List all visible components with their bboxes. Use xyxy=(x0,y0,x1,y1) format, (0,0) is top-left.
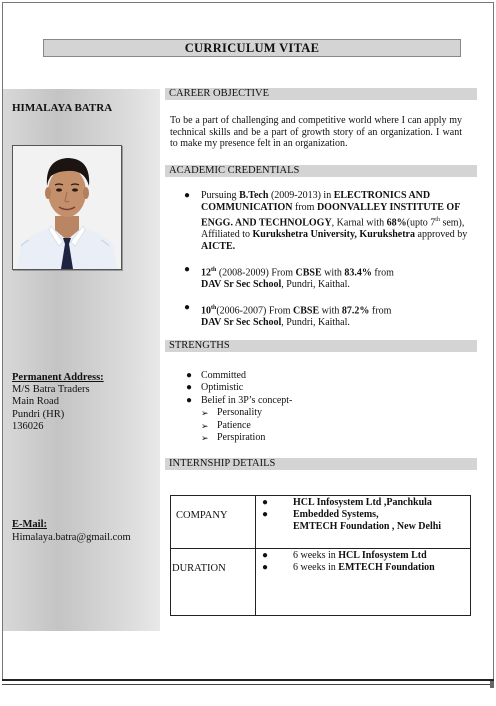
list-sub-item: ➢ Patience xyxy=(201,419,251,431)
academic-text: Pursuing B.Tech (2009-2013) in ELECTRONICS AND COMMUNICATION from DOONVALLEY INSTITUTE OF ENGG. AND TECHNOLOGY, Karnal with 68%(upto 7th sem), Affiliated to Kurukshetra University, Kurukshetra approved by AICTE. xyxy=(201,190,468,253)
bullet-icon: ● xyxy=(186,382,193,394)
bullet-icon: ● xyxy=(262,550,269,561)
bullet-icon: ● xyxy=(262,508,269,520)
section-academic: ACADEMIC CREDENTIALS xyxy=(165,165,477,177)
candidate-name: HIMALAYA BATRA xyxy=(12,102,113,114)
strengths-list xyxy=(186,370,292,444)
permanent-address xyxy=(12,372,104,433)
bullet-icon: ● xyxy=(184,264,191,275)
academic-text: 12th (2008-2009) From CBSE with 83.4% from DAV Sr Sec School, Pundri, Kaithal. xyxy=(201,267,394,291)
section-strengths: STRENGTHS xyxy=(165,340,477,352)
footer-rule xyxy=(2,679,494,681)
address-line: 136026 xyxy=(12,420,44,432)
list-sub-item: ➢ Perspiration xyxy=(201,432,266,444)
page-title: CURRICULUM VITAE xyxy=(43,39,461,57)
arrow-bullet-icon: ➢ xyxy=(201,408,209,419)
list-sub-item: ➢ Personality xyxy=(201,407,262,419)
company-list xyxy=(262,497,467,532)
section-internship: INTERNSHIP DETAILS xyxy=(165,458,477,470)
address-line: M/S Batra Traders xyxy=(12,384,90,396)
list-item: ● Committed xyxy=(186,370,246,381)
internship-table xyxy=(170,495,471,616)
duration-list xyxy=(262,550,467,574)
email-address[interactable]: Himalaya.batra@gmail.com xyxy=(12,532,131,543)
objective-text: To be a part of challenging and competitive world where I can apply my technical skills and be a part of growth story of an organization. I want to make my presence felt in an organization. xyxy=(170,115,462,150)
section-career-objective: CAREER OBJECTIVE xyxy=(165,88,477,100)
address-line: Pundri (HR) xyxy=(12,408,65,420)
address-line: Main Road xyxy=(12,396,59,408)
profile-photo xyxy=(12,145,122,270)
company-label: COMPANY xyxy=(176,510,228,521)
bullet-icon: ● xyxy=(186,370,193,381)
bullet-icon: ● xyxy=(262,561,269,573)
bullet-icon: ● xyxy=(184,190,191,201)
list-item: ● HCL Infosystem Ltd ,Panchkula xyxy=(262,497,432,508)
list-item: ● Optimistic xyxy=(186,382,244,394)
bullet-icon: ● xyxy=(184,302,191,313)
arrow-bullet-icon: ➢ xyxy=(201,420,209,431)
bullet-icon: ● xyxy=(186,394,193,406)
list-item: ● 6 weeks in EMTECH Foundation xyxy=(262,561,435,573)
footer-mark xyxy=(490,681,494,688)
email-label: E-Mail: xyxy=(12,519,47,530)
list-item: ● Embedded Systems, EMTECH Foundation , New Delhi xyxy=(262,508,442,532)
arrow-bullet-icon: ➢ xyxy=(201,433,209,444)
duration-label: DURATION xyxy=(172,563,226,574)
list-item: ● 6 weeks in HCL Infosystem Ltd xyxy=(262,550,427,561)
list-item: ● Belief in 3P’s concept- xyxy=(186,394,293,406)
academic-text: 10th(2006-2007) From CBSE with 87.2% from DAV Sr Sec School, Pundri, Kaithal. xyxy=(201,305,392,329)
email-block xyxy=(12,518,131,544)
address-label: Permanent Address: xyxy=(12,372,104,383)
footer-rule-thin xyxy=(2,684,494,685)
bullet-icon: ● xyxy=(262,497,269,508)
